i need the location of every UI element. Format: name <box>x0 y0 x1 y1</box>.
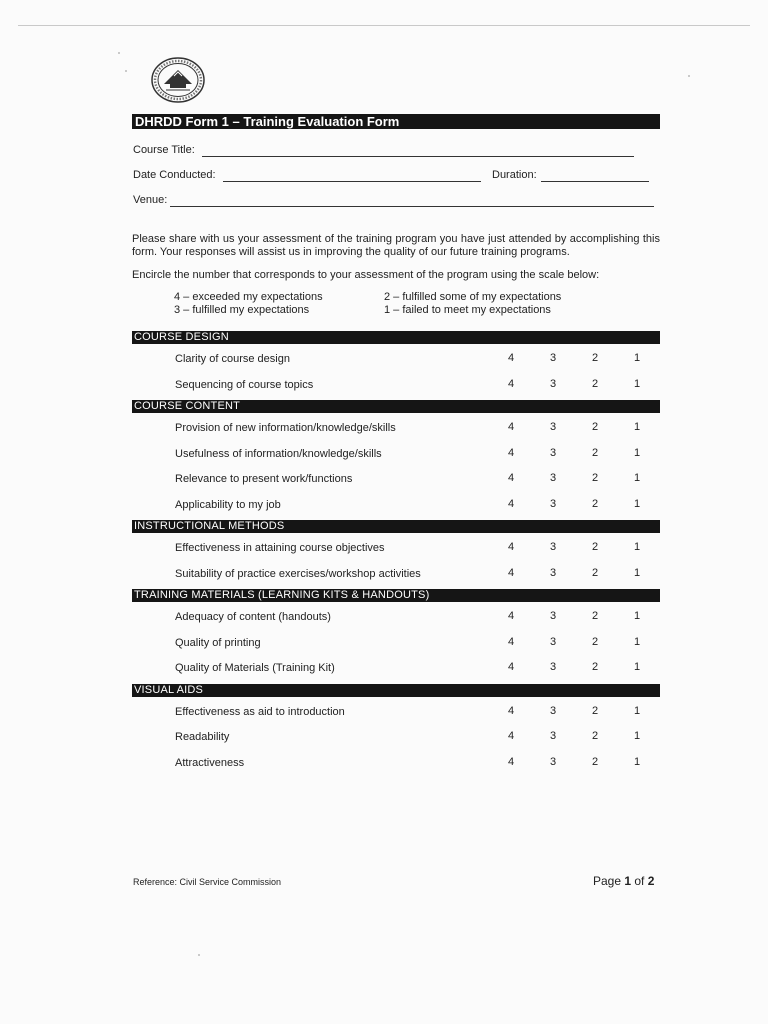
rating-option-3[interactable]: 3 <box>549 446 557 459</box>
rating-row-label: Effectiveness in attaining course objectives <box>175 542 385 554</box>
rating-option-2[interactable]: 2 <box>591 755 599 768</box>
date-conducted-line[interactable] <box>223 181 481 182</box>
rating-option-4[interactable]: 4 <box>507 704 515 717</box>
rating-option-3[interactable]: 3 <box>549 541 557 553</box>
rating-option-1[interactable]: 1 <box>633 421 641 433</box>
venue-label: Venue: <box>133 194 168 206</box>
rating-option-2[interactable]: 2 <box>591 497 599 510</box>
rating-option-4[interactable]: 4 <box>507 610 515 622</box>
rating-option-4[interactable]: 4 <box>507 352 515 364</box>
rating-option-3[interactable]: 3 <box>549 566 557 579</box>
rating-option-3[interactable]: 3 <box>549 730 557 742</box>
rating-row <box>132 535 660 561</box>
rating-option-4[interactable]: 4 <box>507 566 515 579</box>
section-header: TRAINING MATERIALS (LEARNING KITS & HANDOUTS) <box>132 589 660 602</box>
rating-option-1[interactable]: 1 <box>633 377 641 390</box>
rating-option-3[interactable]: 3 <box>549 610 557 622</box>
rating-row <box>132 561 660 587</box>
venue-line[interactable] <box>170 206 654 207</box>
evaluation-form <box>132 114 660 775</box>
rating-option-1[interactable]: 1 <box>633 541 641 553</box>
rating-row <box>132 372 660 398</box>
venue-field[interactable] <box>132 194 660 219</box>
section-training-materials-learning-kits-handouts <box>132 589 660 681</box>
rating-row-label: Relevance to present work/functions <box>175 473 353 485</box>
rating-option-3[interactable]: 3 <box>549 755 557 768</box>
rating-option-2[interactable]: 2 <box>591 635 599 648</box>
page-prefix: Page <box>593 874 625 888</box>
rating-option-4[interactable]: 4 <box>507 635 515 648</box>
section-items <box>132 697 660 776</box>
intro-paragraph: Please share with us your assessment of the training program you have just attended by accomplishing this form. Your responses will assist us in improving the quality of our future training programs. <box>132 233 660 258</box>
page-number <box>593 874 654 888</box>
scan-speck <box>118 52 120 54</box>
section-header: VISUAL AIDS <box>132 684 660 697</box>
section-instructional-methods <box>132 520 660 586</box>
rating-option-4[interactable]: 4 <box>507 497 515 510</box>
rating-row <box>132 699 660 725</box>
page-of: of <box>631 874 648 888</box>
rating-option-1[interactable]: 1 <box>633 730 641 742</box>
scale-4: 4 – exceeded my expectations <box>174 291 323 303</box>
rating-row <box>132 750 660 776</box>
section-header: COURSE DESIGN <box>132 331 660 344</box>
rating-option-2[interactable]: 2 <box>591 704 599 717</box>
rating-option-1[interactable]: 1 <box>633 352 641 364</box>
rating-row <box>132 724 660 750</box>
rating-row <box>132 630 660 656</box>
scale-3: 3 – fulfilled my expectations <box>174 304 310 316</box>
rating-row-label: Applicability to my job <box>175 498 281 511</box>
rating-option-4[interactable]: 4 <box>507 446 515 459</box>
rating-option-2[interactable]: 2 <box>591 566 599 579</box>
rating-option-2[interactable]: 2 <box>591 472 599 484</box>
section-header: INSTRUCTIONAL METHODS <box>132 520 660 533</box>
rating-option-3[interactable]: 3 <box>549 661 557 673</box>
scan-speck <box>125 70 127 72</box>
course-title-field[interactable] <box>132 144 660 169</box>
rating-option-4[interactable]: 4 <box>507 661 515 673</box>
rating-row <box>132 655 660 681</box>
form-title: DHRDD Form 1 – Training Evaluation Form <box>132 114 660 129</box>
rating-option-2[interactable]: 2 <box>591 730 599 742</box>
section-items <box>132 602 660 681</box>
rating-row-label: Effectiveness as aid to introduction <box>175 705 345 718</box>
rating-option-2[interactable]: 2 <box>591 421 599 433</box>
rating-option-1[interactable]: 1 <box>633 661 641 673</box>
section-visual-aids <box>132 684 660 776</box>
rating-option-4[interactable]: 4 <box>507 730 515 742</box>
rating-row <box>132 415 660 441</box>
rating-scale-legend <box>132 291 660 319</box>
rating-row <box>132 346 660 372</box>
rating-row-label: Quality of Materials (Training Kit) <box>175 662 335 674</box>
section-items <box>132 344 660 397</box>
rating-option-4[interactable]: 4 <box>507 377 515 390</box>
rating-option-4[interactable]: 4 <box>507 421 515 433</box>
rating-option-2[interactable]: 2 <box>591 610 599 622</box>
section-header: COURSE CONTENT <box>132 400 660 413</box>
scale-2: 2 – fulfilled some of my expectations <box>384 291 562 303</box>
date-duration-row <box>132 169 660 194</box>
rating-option-1[interactable]: 1 <box>633 610 641 622</box>
scan-speck <box>198 954 200 956</box>
rating-option-2[interactable]: 2 <box>591 352 599 364</box>
footer-reference: Reference: Civil Service Commission <box>133 877 282 887</box>
rating-row-label: Readability <box>175 731 230 743</box>
rating-option-4[interactable]: 4 <box>507 541 515 553</box>
rating-option-4[interactable]: 4 <box>507 755 515 768</box>
rating-row <box>132 604 660 630</box>
rating-option-1[interactable]: 1 <box>633 755 641 768</box>
rating-row <box>132 441 660 467</box>
rating-row-label: Provision of new information/knowledge/skills <box>175 422 396 434</box>
rating-row <box>132 466 660 492</box>
rating-option-1[interactable]: 1 <box>633 446 641 459</box>
course-title-label: Course Title: <box>133 144 195 156</box>
rating-sections <box>132 331 660 775</box>
rating-option-1[interactable]: 1 <box>633 704 641 717</box>
rating-row-label: Attractiveness <box>175 756 245 769</box>
rating-option-2[interactable]: 2 <box>591 377 599 390</box>
rating-option-1[interactable]: 1 <box>633 635 641 648</box>
rating-option-4[interactable]: 4 <box>507 472 515 484</box>
date-conducted-label: Date Conducted: <box>133 169 216 181</box>
rating-option-3[interactable]: 3 <box>549 472 557 484</box>
scan-speck <box>688 75 690 77</box>
section-course-design <box>132 331 660 397</box>
rating-option-2[interactable]: 2 <box>591 541 599 553</box>
rating-row-label: Usefulness of information/knowledge/skills <box>175 447 382 460</box>
rating-option-2[interactable]: 2 <box>591 661 599 673</box>
rating-row-label: Clarity of course design <box>175 353 290 365</box>
seal-logo-icon <box>150 56 206 104</box>
course-title-line[interactable] <box>202 156 634 157</box>
duration-line[interactable] <box>541 181 649 182</box>
scale-1: 1 – failed to meet my expectations <box>384 304 551 316</box>
section-items <box>132 533 660 586</box>
page-current: 1 <box>624 874 632 888</box>
section-course-content <box>132 400 660 517</box>
rating-row-label: Quality of printing <box>175 636 261 649</box>
rating-option-3[interactable]: 3 <box>549 497 557 510</box>
rating-option-1[interactable]: 1 <box>633 566 641 579</box>
rating-option-1[interactable]: 1 <box>633 497 641 510</box>
rating-row-label: Sequencing of course topics <box>175 378 314 391</box>
rating-row-label: Adequacy of content (handouts) <box>175 611 331 623</box>
duration-label: Duration: <box>492 169 537 181</box>
rating-option-3[interactable]: 3 <box>549 377 557 390</box>
rating-option-3[interactable]: 3 <box>549 421 557 433</box>
rating-row <box>132 492 660 518</box>
rating-row-label: Suitability of practice exercises/workshop activities <box>175 567 421 580</box>
instruction-text: Encircle the number that corresponds to your assessment of the program using the scale below: <box>132 269 600 281</box>
page-total: 2 <box>647 874 655 888</box>
rating-option-3[interactable]: 3 <box>549 635 557 648</box>
rating-option-3[interactable]: 3 <box>549 704 557 717</box>
rating-option-2[interactable]: 2 <box>591 446 599 459</box>
rating-option-1[interactable]: 1 <box>633 472 641 484</box>
page-top-edge <box>18 25 750 26</box>
section-items <box>132 413 660 517</box>
rating-option-3[interactable]: 3 <box>549 352 557 364</box>
